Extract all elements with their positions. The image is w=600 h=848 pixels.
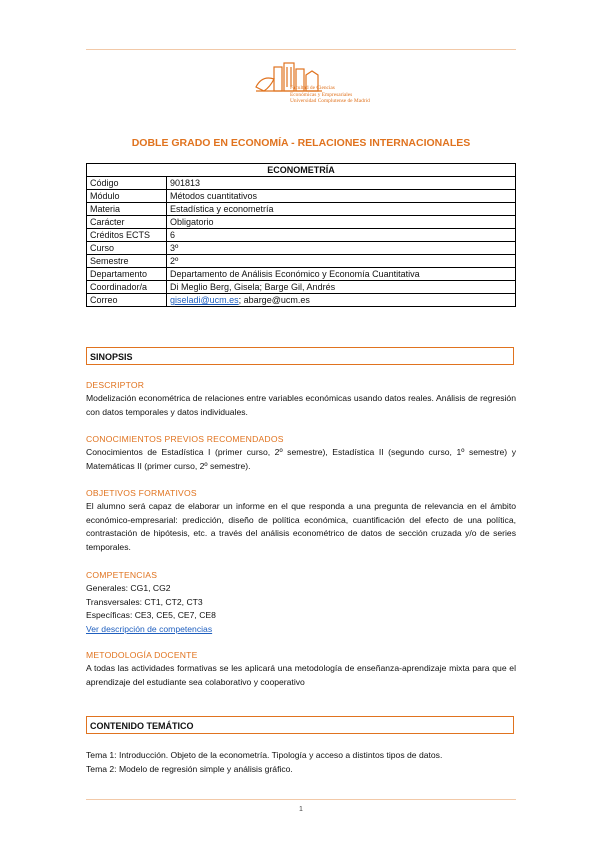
metodologia-heading: METODOLOGÍA DOCENTE [86,650,198,660]
table-row: Departamento Departamento de Análisis Económico y Economía Cuantitativa [87,268,516,281]
table-row: Correo giseladi@ucm.es; abarge@ucm.es [87,294,516,307]
course-info-table [86,163,516,307]
degree-title: DOBLE GRADO EN ECONOMÍA - RELACIONES INTERNACIONALES [131,137,471,149]
competencias-especificas: Específicas: CE3, CE5, CE7, CE8 [86,610,216,620]
tema-2: Tema 2: Modelo de regresión simple y análisis gráfico. [86,763,293,774]
table-row: Créditos ECTS 6 [87,229,516,242]
ver-competencias-link[interactable]: Ver descripción de competencias [86,623,213,634]
competencias-heading: COMPETENCIAS [86,570,158,580]
descriptor-heading: DESCRIPTOR [86,380,145,390]
table-row: Coordinador/a Di Meglio Berg, Gisela; Barge Gil, Andrés [87,281,516,294]
logo-text: Facultad de Ciencias Económicas y Empresariales Universidad Complutense de Madrid [290,85,370,105]
competencias-generales: Generales: CG1, CG2 [86,583,171,593]
table-row: Semestre 2º [87,255,516,268]
course-name-header: ECONOMETRÍA [87,164,516,177]
tema-1: Tema 1: Introducción. Objeto de la econometría. Tipología y acceso a distintos tipos de datos. [86,750,443,760]
competencias-transversales: Transversales: CT1, CT2, CT3 [86,596,203,607]
objetivos-heading: OBJETIVOS FORMATIVOS [86,488,197,498]
previos-heading: CONOCIMIENTOS PREVIOS RECOMENDADOS [86,434,284,444]
previos-text: Conocimientos de Estadística I (primer curso, 2º semestre), Estadística II (segundo curso, 1º semestre) y Matemáticas II (primer curso, 2º semestre). [86,447,516,471]
top-rule [86,49,516,50]
email-link[interactable]: giseladi@ucm.es [170,295,239,305]
competencias-list [86,582,516,636]
table-row: Código 901813 [87,177,516,190]
temas-list [86,749,516,776]
table-row: Carácter Obligatorio [87,216,516,229]
contenido-section-header: CONTENIDO TEMÁTICO [86,716,514,734]
table-row: Materia Estadística y econometría [87,203,516,216]
descriptor-text: Modelización econométrica de relaciones entre variables económicas usando datos reales. Análisis de regresión con datos temporales y datos individuales. [86,393,516,417]
sinopsis-section-header: SINOPSIS [86,347,514,365]
table-row: Curso 3º [87,242,516,255]
metodologia-text: A todas las actividades formativas se les aplicará una metodología de enseñanza-aprendizaje mixta para que el aprendizaje del estudiante sea colaborativo y cooperativo [86,663,516,687]
bottom-rule [86,799,516,800]
page-number: 1 [299,806,303,813]
objetivos-text: El alumno será capaz de elaborar un informe en el que responda a una pregunta de relevancia en el ámbito económico-empresarial: predicción, diseño de política económica, cuantificación del efecto de una política, contrastación de hipótesis, etc. a través del análisis econométrico de datos de sección cruzada y/o de series temporales. [86,501,516,552]
table-row: Módulo Métodos cuantitativos [87,190,516,203]
